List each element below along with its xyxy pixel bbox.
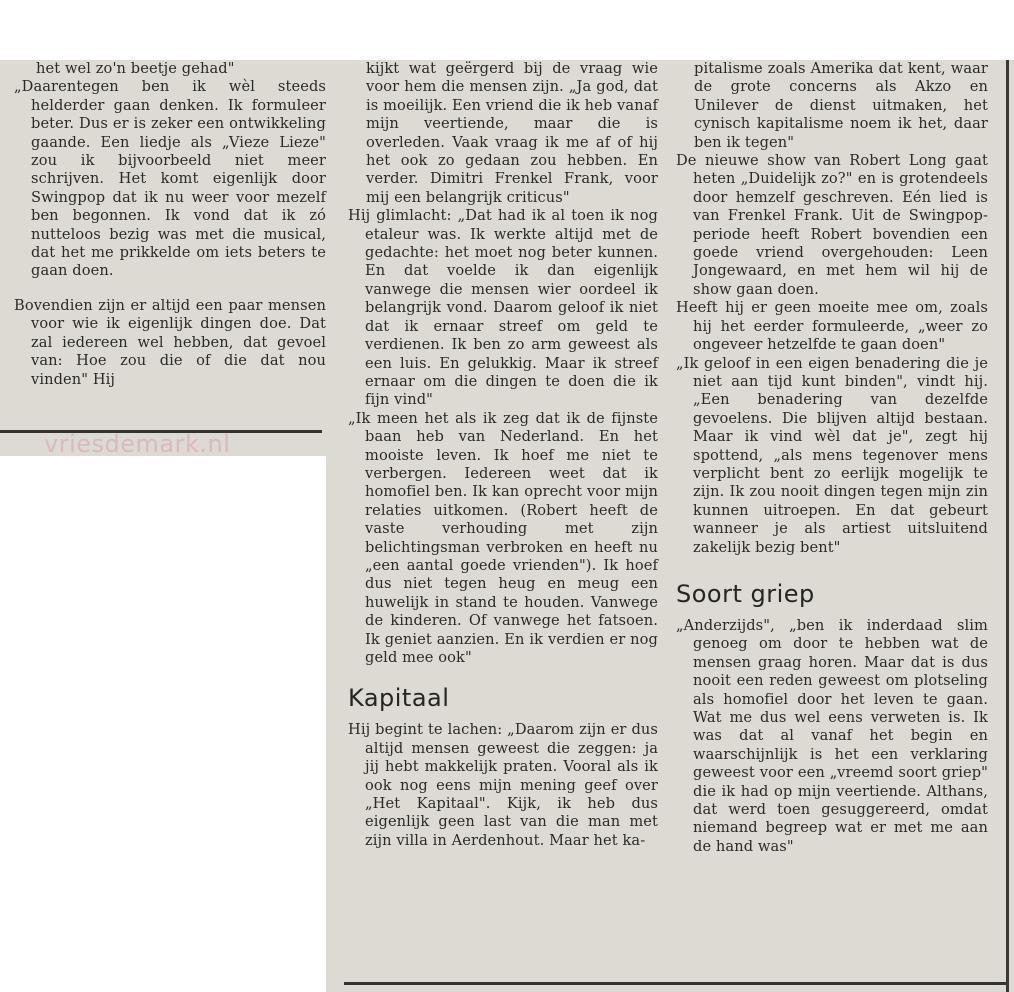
article-column-2 — [348, 60, 658, 850]
column-rule-right — [1006, 60, 1009, 992]
section-heading: Soort griep — [676, 579, 815, 608]
paragraph: kijkt wat geërgerd bij de vraag wie voor hem die mensen zijn. „Ja god, dat is moeilijk. Een vriend die ik heb vanaf mijn veertiende, maar die is overleden. Vaak vraag ik me af of hij het ook zo gedaan zou hebben. En verder. Dimitri Frenkel Frank, voor mij een belangrijk criticus" — [366, 60, 658, 206]
paragraph: „Daarentegen ben ik wèl steeds helderder gaan denken. Ik formuleer beter. Dus er is zeker een ontwikkeling gaande. Een liedje als „Vieze Lieze" zou ik bijvoorbeeld niet meer schrijven. Het komt eigenlijk door Swingpop dat ik nu weer voor mezelf ben begonnen. Ik vond dat ik zó nutteloos bezig was met die musical, dat het me prikkelde om iets beters te gaan doen. — [14, 78, 326, 280]
paragraph: het wel zo'n beetje gehad" — [36, 60, 235, 77]
paragraph: „Ik meen het als ik zeg dat ik de fijnste baan heb van Nederland. En het mooiste leven. Ik hoef me niet te verbergen. Iedereen weet dat ik homofiel ben. Ik kan oprecht voor mijn relaties uitkomen. (Robert heeft de vaste verhouding met zijn belichtingsman verbroken en heeft nu „een aantal goede vrienden"). Ik hoef dus niet tegen heug en meug een huwelijk in stand te houden. Vanwege de kinderen. Of vanwege het fatsoen. Ik geniet aanzien. En ik verdien er nog geld mee ook" — [348, 409, 658, 666]
paragraph: De nieuwe show van Robert Long gaat heten „Duidelijk zo?" en is grotendeels door hemzelf geschreven. Eén lied is van Frenkel Frank. Uit de Swingpop-periode heeft Robert bovendien een goede vriend overgehouden: Leen Jongewaard, en met hem wil hij de show gaan doen. — [676, 152, 988, 298]
paragraph: Heeft hij er geen moeite mee om, zoals hij het eerder formuleerde, „weer zo ongeveer hetzelfde te gaan doen" — [676, 299, 988, 354]
paragraph: „Anderzijds", „ben ik inderdaad slim genoeg om door te hebben wat de mensen graag horen. Maar dat is dus nooit een reden geweest om plotseling als homofiel door het leven te gaan. Wat me dus wel eens verweten is. Ik was dat al vanaf het begin en waarschijnlijk is het een verklaring geweest voor een „vreemd soort griep" die ik had op mijn veertiende. Althans, dat werd toen gesuggereerd, omdat niemand begreep wat er met me aan de hand was" — [676, 616, 988, 855]
paragraph: Hij glimlacht: „Dat had ik al toen ik nog etaleur was. Ik werkte altijd met de gedachte: het moet nog beter kunnen. En dat voelde ik dan eigenlijk vanwege die mensen wier oordeel ik belangrijk vond. Daarom geloof ik niet dat ik ernaar streef om geld te verdienen. Ik ben zo arm geweest als een luis. En gelukkig. Maar ik streef ernaar om die dingen te doen die ik fijn vind" — [348, 207, 658, 409]
paragraph: „Ik geloof in een eigen benadering die je niet aan tijd kunt binden", vindt hij. „Een benadering van dezelfde gevoelens. Die blijven altijd bestaan. Maar ik vind wèl dat je", zegt hij spottend, „als mens tegenover mens verplicht bent zo eerlijk mogelijk te zijn. Ik zou nooit dingen tegen mijn zin kunnen uitroepen. En dat gebeurt wanneer je als artiest uitsluitend zakelijk bezig bent" — [676, 354, 988, 556]
paragraph: Bovendien zijn er altijd een paar mensen voor wie ik eigenlijk dingen doe. Dat zal iedereen wel hebben, dat gevoel van: Hoe zou die of die dat nou vinden" Hij — [14, 296, 326, 388]
paragraph: Hij begint te lachen: „Daarom zijn er dus altijd mensen geweest die zeggen: ja jij hebt makkelijk praten. Vooral als ik ook nog eens mijn mening geef over „Het Kapitaal". Kijk, ik heb dus eigenlijk geen last van die man met zijn villa in Aerdenhout. Maar het ka- — [348, 721, 658, 849]
rule-bottom-right — [344, 982, 1006, 985]
paragraph: pitalisme zoals Amerika dat kent, waar de grote concerns als Akzo en Unilever de dienst uitmaken, het cynisch kapitalisme noem ik het, daar ben ik tegen" — [694, 60, 988, 151]
watermark: vriesdemark.nl — [44, 430, 231, 458]
article-column-1 — [14, 60, 326, 389]
section-heading: Kapitaal — [348, 684, 450, 713]
article-column-3 — [676, 60, 988, 856]
